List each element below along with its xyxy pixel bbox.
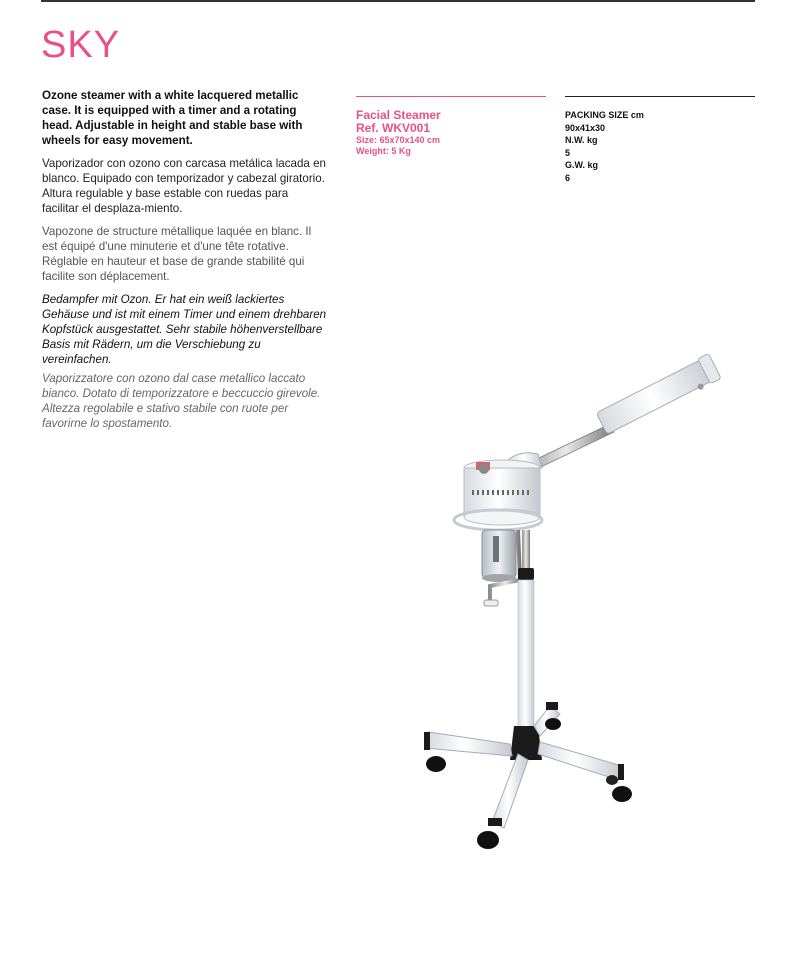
description-italian: Vaporizzatore con ozono dal case metallico laccato bianco. Dotato di temporizzatore e beccuccio girevole. Altezza regolabile e stativo stabile con ruote per favorirne lo spostamento. [42, 372, 321, 430]
product-weight: Weight: 5 Kg [356, 146, 411, 156]
product-ref: Ref. WKV001 [356, 121, 431, 135]
description-english: Ozone steamer with a white lacquered metallic case. It is equipped with a timer and a rotating head. Adjustable in height and stable base with wheels for easy movement. [42, 89, 303, 147]
description-spanish: Vaporizador con ozono con carcasa metálica lacada en blanco. Equipado con temporizador y cabezal giratorio. Altura regulable y base estable con ruedas para facilitar el desplaza-miento. [42, 157, 327, 215]
packing-size-label: PACKING SIZE cm [565, 110, 644, 120]
gross-weight-label: G.W. kg [565, 160, 599, 170]
net-weight-value: 5 [565, 147, 571, 158]
net-weight-label: N.W. kg [565, 135, 598, 145]
product-info-rule [356, 96, 546, 97]
product-name: Facial Steamer [356, 108, 441, 122]
packing-rule [565, 96, 755, 97]
page-title: SKY [41, 24, 121, 66]
top-rule [41, 0, 755, 2]
description-german: Bedampfer mit Ozon. Er hat ein weiß lackiertes Gehäuse und ist mit einem Timer und einem drehbaren Kopfstück ausgestattet. Sehr stabile höhenverstellbare Basis mit Rädern, um die Verschiebung zu vereinfachen. [42, 293, 327, 366]
description-french: Vapozone de structure métallique laquée en blanc. Il est équipé d'une minuterie et d'une tête rotative. Réglable en hauteur et base de grande stabilité qui facilite son déplacement. [42, 225, 312, 283]
packing-info [565, 109, 755, 184]
gross-weight-value: 6 [565, 172, 571, 183]
product-size: Size: 65x70x140 cm [356, 135, 441, 145]
facial-steamer-image [410, 340, 750, 870]
description-column [42, 88, 327, 431]
packing-size-value: 90x41x30 [565, 122, 606, 133]
product-info [356, 109, 546, 157]
